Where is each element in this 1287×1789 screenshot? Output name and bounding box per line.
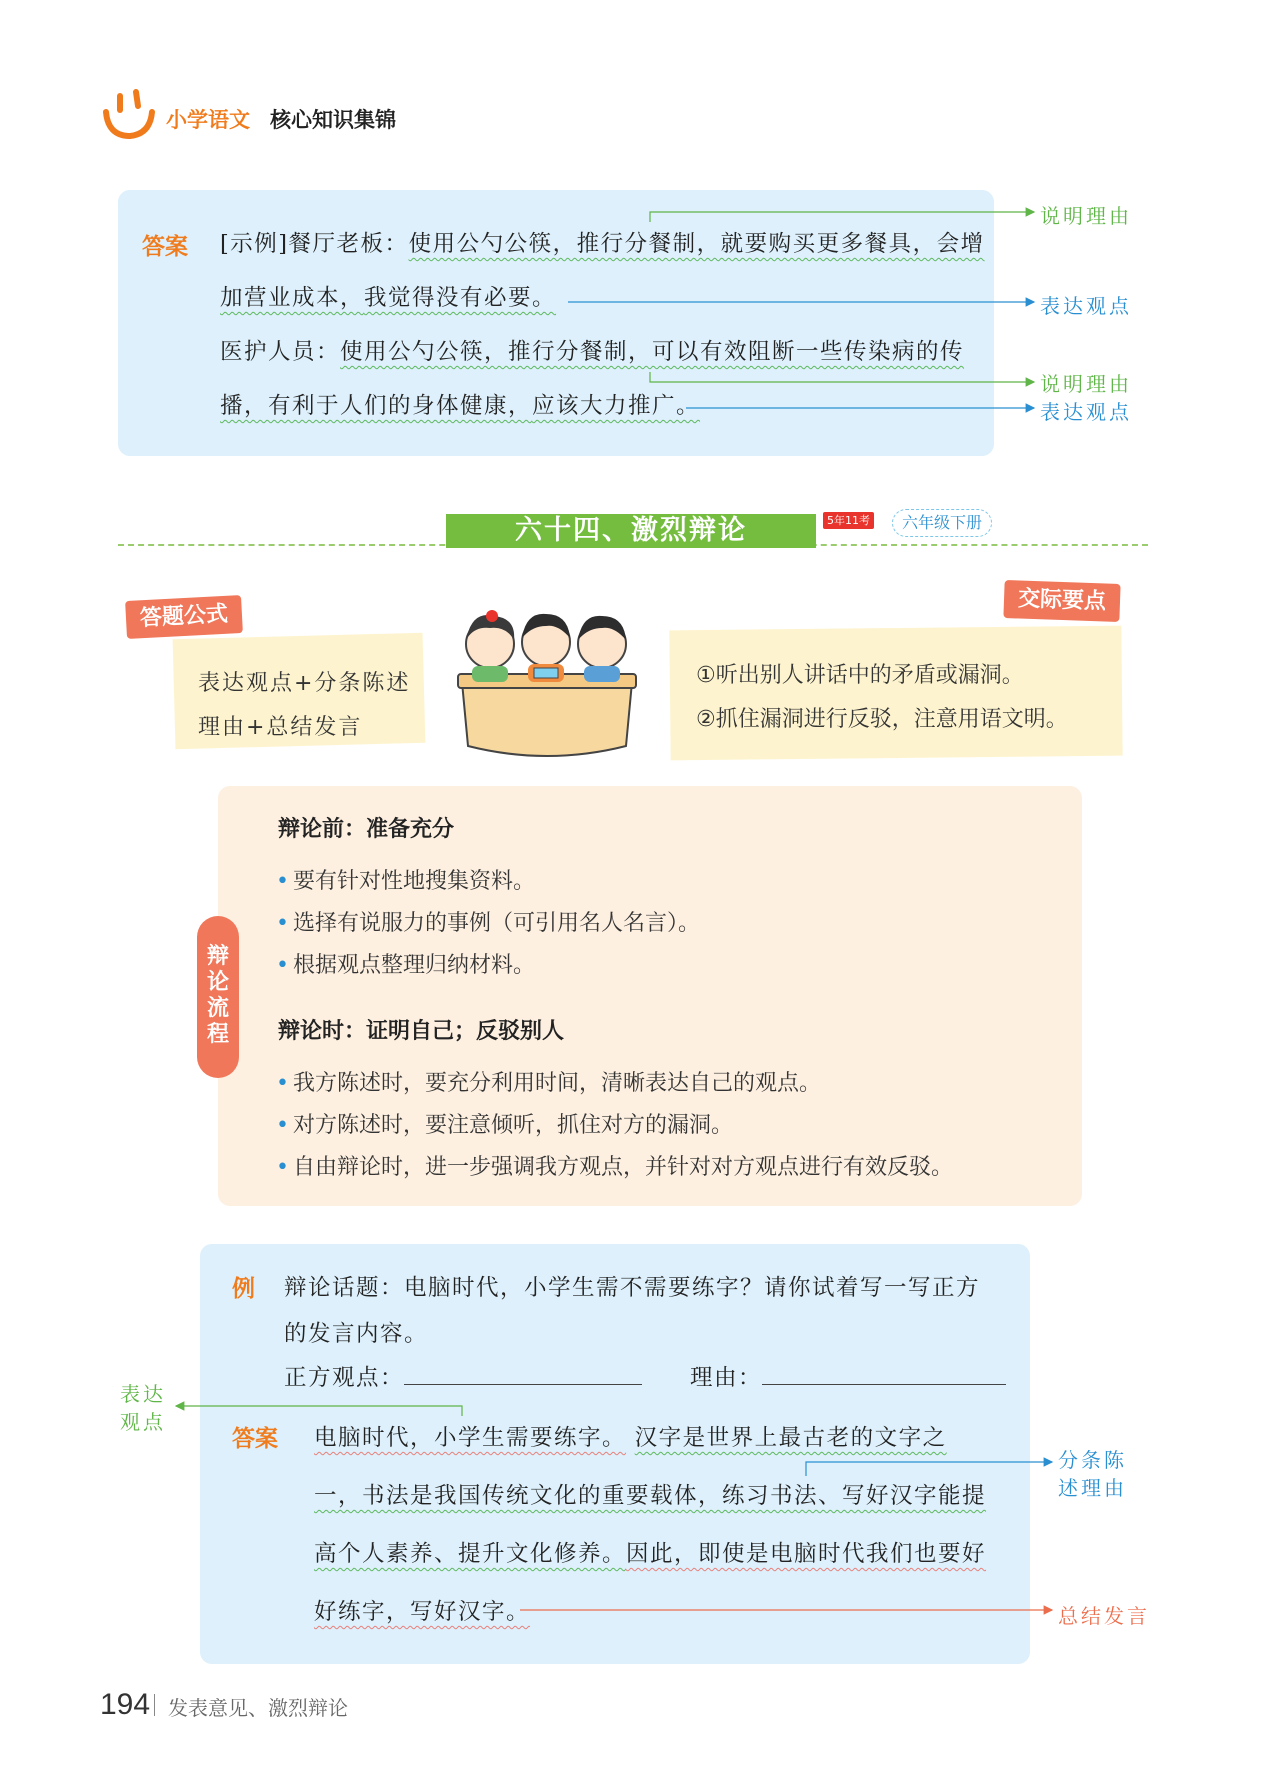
during-item-2: • 对方陈述时，要注意倾听，抓住对方的漏洞。 [276, 1108, 733, 1139]
note-express-view-2: 观点 [120, 1410, 166, 1434]
during-item-3: • 自由辩论时，进一步强调我方观点，并针对对方观点进行有效反驳。 [276, 1150, 953, 1181]
viewpoint-field[interactable]: 正方观点： [284, 1360, 642, 1392]
answer-line-1: [示例]餐厅老板：使用公勺公筷，推行分餐制，就要购买更多餐具，会增 [220, 231, 985, 257]
during-heading: 辩论时：证明自己；反驳别人 [278, 1019, 565, 1044]
debate-process-box [218, 786, 1082, 1206]
note-view-1: 表达观点 [1040, 294, 1132, 318]
answer-line-2: 加营业成本，我觉得没有必要。 [220, 285, 557, 311]
formula-text: 表达观点+分条陈述理由+总结发言 [198, 671, 411, 740]
before-item-1: • 要有针对性地搜集资料。 [276, 864, 535, 895]
example-answer-tag: 答案 [232, 1426, 278, 1452]
before-item-2: • 选择有说服力的事例（可引用名人名言）。 [276, 906, 700, 937]
example-answer-line-3: 高个人素养、提升文化修养。因此，即使是电脑时代我们也要好 [314, 1541, 987, 1567]
debating-kids-illustration [454, 596, 640, 762]
footer-title: 发表意见、激烈辩论 [168, 1696, 348, 1720]
example-question-line-1: 辩论话题：电脑时代，小学生需不需要练字？请你试着写一写正方 [284, 1275, 981, 1301]
reason-field[interactable]: 理由： [690, 1360, 1006, 1392]
answer-line-4: 播，有利于人们的身体健康，应该大力推广。 [220, 393, 701, 419]
reason-blank[interactable] [762, 1363, 1006, 1385]
note-list-reasons-1: 分条陈 [1058, 1448, 1127, 1472]
before-item-3: • 根据观点整理归纳材料。 [276, 948, 535, 979]
note-reason-1: 说明理由 [1040, 204, 1132, 228]
note-express-view-1: 表达 [120, 1382, 166, 1406]
exam-frequency-badge: 5年11考 [823, 512, 874, 529]
key-point-2: ②抓住漏洞进行反驳，注意用语文明。 [696, 707, 1068, 732]
note-summary: 总结发言 [1058, 1604, 1150, 1628]
formula-label: 答题公式 [125, 595, 243, 639]
example-question-line-2: 的发言内容。 [284, 1321, 429, 1347]
example-answer-line-4: 好练字，写好汉字。 [314, 1599, 531, 1625]
footer-separator [154, 1694, 155, 1716]
header-title: 核心知识集锦 [270, 108, 396, 132]
header-subject: 小学语文 [166, 108, 250, 132]
note-reason-2: 说明理由 [1040, 372, 1132, 396]
smile-logo-icon [100, 86, 156, 142]
before-heading: 辩论前：准备充分 [278, 817, 455, 842]
example-answer-line-2: 一，书法是我国传统文化的重要载体，练习书法、写好汉字能提 [314, 1483, 987, 1509]
example-tag: 例 [232, 1276, 255, 1302]
process-label: 辩 论 流 程 [197, 916, 239, 1078]
during-item-1: • 我方陈述时，要充分利用时间，清晰表达自己的观点。 [276, 1066, 821, 1097]
answer-line-3: 医护人员：使用公勺公筷，推行分餐制，可以有效阻断一些传染病的传 [220, 339, 965, 365]
note-list-reasons-2: 述理由 [1058, 1476, 1127, 1500]
grade-label: 六年级下册 [892, 509, 992, 537]
example-answer-line-1: 电脑时代，小学生需要练字。 汉字是世界上最古老的文字之 [314, 1425, 947, 1451]
key-point-1: ①听出别人讲话中的矛盾或漏洞。 [696, 663, 1024, 688]
page-number: 194 [100, 1688, 151, 1721]
section-title: 六十四、激烈辩论 [446, 514, 816, 548]
viewpoint-blank[interactable] [404, 1363, 642, 1385]
note-view-2: 表达观点 [1040, 400, 1132, 424]
key-points-list [696, 654, 1068, 742]
key-points-label: 交际要点 [1003, 580, 1120, 622]
answer-tag: 答案 [142, 234, 188, 260]
